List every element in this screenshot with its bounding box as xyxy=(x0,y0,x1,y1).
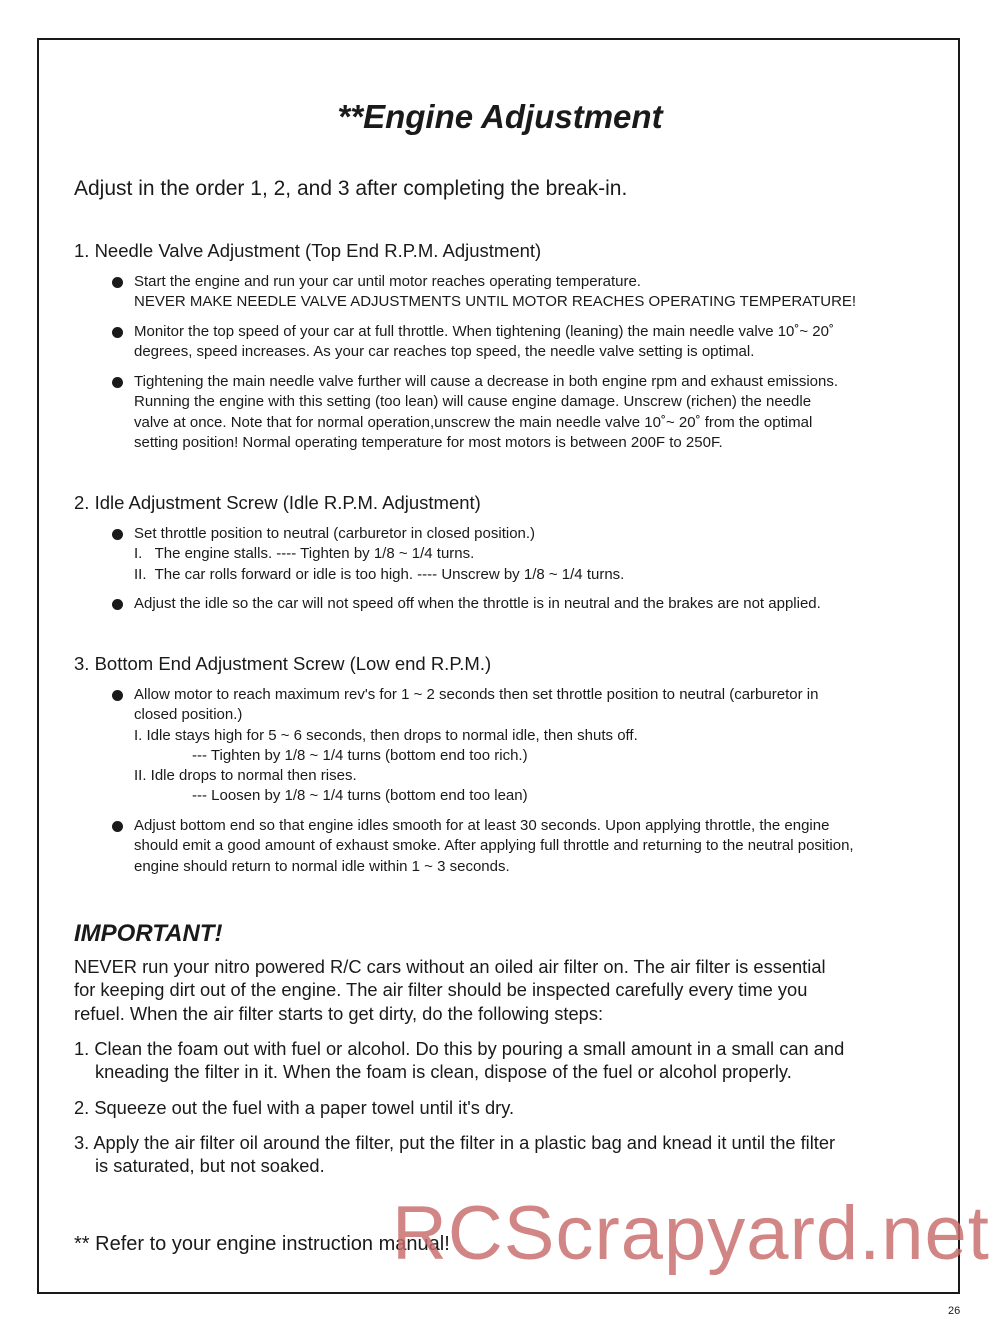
bullet-dot xyxy=(112,327,123,338)
page-title: **Engine Adjustment xyxy=(337,98,663,135)
important-paragraph: NEVER run your nitro powered R/C cars without an oiled air filter on. The air filter is essential for keeping dirt out of the engine. The air filter should be inspected carefully every time you refuel. When the air filter starts to get dirty, do the following steps: xyxy=(74,956,826,1024)
page-number: 26 xyxy=(948,1305,961,1317)
important-step-1: 1. Clean the foam out with fuel or alcohol. Do this by pouring a small amount in a small can and kneading the filter in it. When the foam is clean, dispose of the fuel or alcohol properly. xyxy=(74,1038,845,1083)
bullet-dot xyxy=(112,277,123,288)
intro-text: Adjust in the order 1, 2, and 3 after completing the break-in. xyxy=(74,177,628,200)
section2-bullet-2: Adjust the idle so the car will not speed off when the throttle is in neutral and the brakes are not applied. xyxy=(134,594,934,614)
bullet-dot xyxy=(112,377,123,388)
section1-bullet-2: Monitor the top speed of your car at full throttle. When tightening (leaning) the main needle valve 10˚~ 20˚ degrees, speed increases. As your car reaches top speed, the needle valve setting is optimal. xyxy=(134,322,934,363)
section2-heading: 2. Idle Adjustment Screw (Idle R.P.M. Adjustment) xyxy=(74,492,481,513)
refer-note: ** Refer to your engine instruction manual! xyxy=(74,1233,450,1255)
section3-bullet-1: Allow motor to reach maximum rev's for 1 ~ 2 seconds then set throttle position to neutral (carburetor in closed position.) I. Idle stays high for 5 ~ 6 seconds, then drops to normal idle, then shuts off. --- Tighten by 1/8 ~ 1/4 turns (bottom end too rich.) II. Idle drops to normal then rises. --- Loosen by 1/8 ~ 1/4 turns (bottom end too lean) xyxy=(134,685,934,807)
bullet-dot xyxy=(112,690,123,701)
section2-bullet-1: Set throttle position to neutral (carburetor in closed position.) I. The engine stalls. ---- Tighten by 1/8 ~ 1/4 turns. II. The car rolls forward or idle is too high. ---- Unscrew by 1/8 ~ 1/4 turns. xyxy=(134,524,934,585)
section3-bullet-2: Adjust bottom end so that engine idles smooth for at least 30 seconds. Upon applying throttle, the engine should emit a good amount of exhaust smoke. After applying full throttle and returning to the neutral position, engine should return to normal idle within 1 ~ 3 seconds. xyxy=(134,816,934,877)
bullet-dot xyxy=(112,821,123,832)
section3-heading: 3. Bottom End Adjustment Screw (Low end R.P.M.) xyxy=(74,653,492,674)
bullet-dot xyxy=(112,599,123,610)
important-step-2: 2. Squeeze out the fuel with a paper towel until it's dry. xyxy=(74,1097,515,1118)
important-heading: IMPORTANT! xyxy=(74,920,223,947)
section1-bullet-3: Tightening the main needle valve further will cause a decrease in both engine rpm and exhaust emissions. Running the engine with this setting (too lean) will cause engine damage. Unscrew (richen) the needle valve at once. Note that for normal operation,unscrew the main needle valve 10˚~ 20˚ from the optimal setting position! Normal operating temperature for most motors is between 200F to 250F. xyxy=(134,372,934,453)
bullet-dot xyxy=(112,529,123,540)
watermark: RCScrapyard.net xyxy=(392,1191,990,1276)
section1-bullet-1: Start the engine and run your car until motor reaches operating temperature. NEVER MAKE NEEDLE VALVE ADJUSTMENTS UNTIL MOTOR REACHES OPERATING TEMPERATURE! xyxy=(134,272,934,313)
important-step-3: 3. Apply the air filter oil around the filter, put the filter in a plastic bag and knead it until the filter is saturated, but not soaked. xyxy=(74,1132,836,1177)
section1-heading: 1. Needle Valve Adjustment (Top End R.P.M. Adjustment) xyxy=(74,240,542,261)
